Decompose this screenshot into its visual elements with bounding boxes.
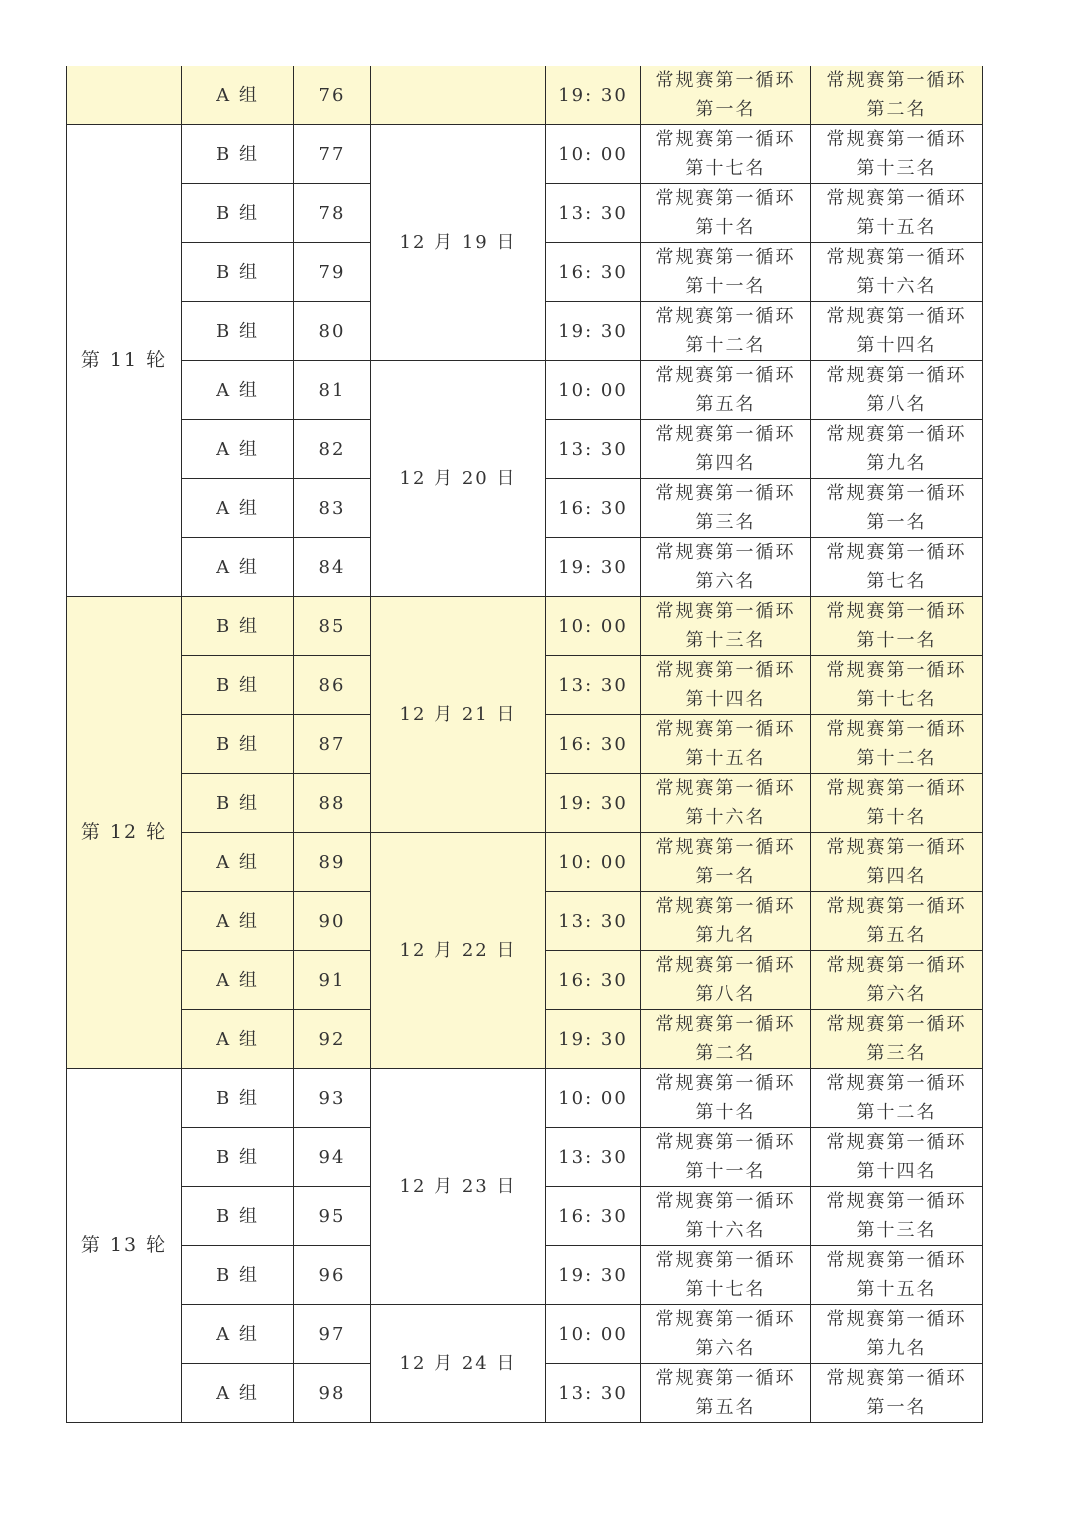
- home-team-cell: 常规赛第一循环 第十名: [641, 1069, 811, 1128]
- round-cell: 第 11 轮: [67, 125, 182, 597]
- date-cell: [371, 66, 546, 125]
- away-team-cell: 常规赛第一循环 第十五名: [811, 184, 983, 243]
- match-number-cell: 92: [294, 1010, 371, 1069]
- group-cell: A 组: [182, 538, 294, 597]
- match-number-cell: 76: [294, 66, 371, 125]
- match-number-cell: 82: [294, 420, 371, 479]
- home-team-cell: 常规赛第一循环 第二名: [641, 1010, 811, 1069]
- home-team-cell: 常规赛第一循环 第十七名: [641, 1246, 811, 1305]
- match-number-cell: 77: [294, 125, 371, 184]
- time-cell: 16: 30: [546, 715, 641, 774]
- date-cell: 12 月 22 日: [371, 833, 546, 1069]
- home-team-cell: 常规赛第一循环 第十三名: [641, 597, 811, 656]
- time-cell: 16: 30: [546, 243, 641, 302]
- away-team-cell: 常规赛第一循环 第十七名: [811, 656, 983, 715]
- away-team-cell: 常规赛第一循环 第一名: [811, 1364, 983, 1423]
- away-team-cell: 常规赛第一循环 第五名: [811, 892, 983, 951]
- time-cell: 10: 00: [546, 1069, 641, 1128]
- group-cell: B 组: [182, 656, 294, 715]
- group-cell: A 组: [182, 833, 294, 892]
- time-cell: 10: 00: [546, 361, 641, 420]
- away-team-cell: 常规赛第一循环 第一名: [811, 479, 983, 538]
- home-team-cell: 常规赛第一循环 第五名: [641, 1364, 811, 1423]
- away-team-cell: 常规赛第一循环 第十三名: [811, 1187, 983, 1246]
- schedule-table: [66, 66, 983, 1423]
- table-row: [67, 125, 983, 184]
- match-number-cell: 86: [294, 656, 371, 715]
- group-cell: A 组: [182, 892, 294, 951]
- table-row: [67, 1305, 983, 1364]
- table-row: [67, 66, 983, 125]
- match-number-cell: 79: [294, 243, 371, 302]
- time-cell: 19: 30: [546, 302, 641, 361]
- away-team-cell: 常规赛第一循环 第十二名: [811, 715, 983, 774]
- away-team-cell: 常规赛第一循环 第十一名: [811, 597, 983, 656]
- time-cell: 10: 00: [546, 597, 641, 656]
- match-number-cell: 98: [294, 1364, 371, 1423]
- match-number-cell: 94: [294, 1128, 371, 1187]
- round-cell: [67, 66, 182, 125]
- time-cell: 19: 30: [546, 774, 641, 833]
- group-cell: B 组: [182, 1128, 294, 1187]
- match-number-cell: 96: [294, 1246, 371, 1305]
- group-cell: A 组: [182, 66, 294, 125]
- home-team-cell: 常规赛第一循环 第一名: [641, 833, 811, 892]
- match-number-cell: 95: [294, 1187, 371, 1246]
- match-number-cell: 83: [294, 479, 371, 538]
- table-row: [67, 1069, 983, 1128]
- date-cell: 12 月 20 日: [371, 361, 546, 597]
- match-number-cell: 91: [294, 951, 371, 1010]
- group-cell: B 组: [182, 715, 294, 774]
- time-cell: 19: 30: [546, 1246, 641, 1305]
- time-cell: 19: 30: [546, 1010, 641, 1069]
- table-row: [67, 361, 983, 420]
- group-cell: B 组: [182, 125, 294, 184]
- time-cell: 16: 30: [546, 479, 641, 538]
- group-cell: B 组: [182, 1069, 294, 1128]
- away-team-cell: 常规赛第一循环 第三名: [811, 1010, 983, 1069]
- time-cell: 10: 00: [546, 833, 641, 892]
- away-team-cell: 常规赛第一循环 第十四名: [811, 302, 983, 361]
- match-number-cell: 84: [294, 538, 371, 597]
- away-team-cell: 常规赛第一循环 第十五名: [811, 1246, 983, 1305]
- time-cell: 13: 30: [546, 420, 641, 479]
- home-team-cell: 常规赛第一循环 第十一名: [641, 243, 811, 302]
- group-cell: A 组: [182, 1010, 294, 1069]
- time-cell: 13: 30: [546, 892, 641, 951]
- match-number-cell: 78: [294, 184, 371, 243]
- home-team-cell: 常规赛第一循环 第十二名: [641, 302, 811, 361]
- away-team-cell: 常规赛第一循环 第九名: [811, 1305, 983, 1364]
- home-team-cell: 常规赛第一循环 第六名: [641, 1305, 811, 1364]
- time-cell: 16: 30: [546, 951, 641, 1010]
- home-team-cell: 常规赛第一循环 第十一名: [641, 1128, 811, 1187]
- table-row: [67, 833, 983, 892]
- round-cell: 第 12 轮: [67, 597, 182, 1069]
- home-team-cell: 常规赛第一循环 第五名: [641, 361, 811, 420]
- group-cell: A 组: [182, 361, 294, 420]
- away-team-cell: 常规赛第一循环 第六名: [811, 951, 983, 1010]
- match-number-cell: 90: [294, 892, 371, 951]
- time-cell: 10: 00: [546, 125, 641, 184]
- date-cell: 12 月 23 日: [371, 1069, 546, 1305]
- group-cell: A 组: [182, 479, 294, 538]
- home-team-cell: 常规赛第一循环 第六名: [641, 538, 811, 597]
- home-team-cell: 常规赛第一循环 第十七名: [641, 125, 811, 184]
- date-cell: 12 月 24 日: [371, 1305, 546, 1423]
- home-team-cell: 常规赛第一循环 第四名: [641, 420, 811, 479]
- home-team-cell: 常规赛第一循环 第三名: [641, 479, 811, 538]
- date-cell: 12 月 21 日: [371, 597, 546, 833]
- group-cell: B 组: [182, 184, 294, 243]
- match-number-cell: 85: [294, 597, 371, 656]
- group-cell: A 组: [182, 1364, 294, 1423]
- home-team-cell: 常规赛第一循环 第十六名: [641, 774, 811, 833]
- away-team-cell: 常规赛第一循环 第九名: [811, 420, 983, 479]
- home-team-cell: 常规赛第一循环 第十六名: [641, 1187, 811, 1246]
- away-team-cell: 常规赛第一循环 第八名: [811, 361, 983, 420]
- home-team-cell: 常规赛第一循环 第八名: [641, 951, 811, 1010]
- table-row: [67, 597, 983, 656]
- group-cell: B 组: [182, 302, 294, 361]
- away-team-cell: 常规赛第一循环 第十六名: [811, 243, 983, 302]
- match-number-cell: 88: [294, 774, 371, 833]
- match-number-cell: 81: [294, 361, 371, 420]
- group-cell: B 组: [182, 597, 294, 656]
- home-team-cell: 常规赛第一循环 第一名: [641, 66, 811, 125]
- time-cell: 16: 30: [546, 1187, 641, 1246]
- home-team-cell: 常规赛第一循环 第十五名: [641, 715, 811, 774]
- match-number-cell: 93: [294, 1069, 371, 1128]
- group-cell: B 组: [182, 774, 294, 833]
- away-team-cell: 常规赛第一循环 第十四名: [811, 1128, 983, 1187]
- group-cell: A 组: [182, 951, 294, 1010]
- time-cell: 19: 30: [546, 538, 641, 597]
- away-team-cell: 常规赛第一循环 第十二名: [811, 1069, 983, 1128]
- home-team-cell: 常规赛第一循环 第十四名: [641, 656, 811, 715]
- away-team-cell: 常规赛第一循环 第二名: [811, 66, 983, 125]
- time-cell: 13: 30: [546, 1128, 641, 1187]
- away-team-cell: 常规赛第一循环 第七名: [811, 538, 983, 597]
- date-cell: 12 月 19 日: [371, 125, 546, 361]
- time-cell: 19: 30: [546, 66, 641, 125]
- round-cell: 第 13 轮: [67, 1069, 182, 1423]
- group-cell: B 组: [182, 1246, 294, 1305]
- time-cell: 10: 00: [546, 1305, 641, 1364]
- away-team-cell: 常规赛第一循环 第四名: [811, 833, 983, 892]
- away-team-cell: 常规赛第一循环 第十三名: [811, 125, 983, 184]
- match-number-cell: 87: [294, 715, 371, 774]
- match-number-cell: 89: [294, 833, 371, 892]
- away-team-cell: 常规赛第一循环 第十名: [811, 774, 983, 833]
- time-cell: 13: 30: [546, 656, 641, 715]
- group-cell: A 组: [182, 420, 294, 479]
- home-team-cell: 常规赛第一循环 第十名: [641, 184, 811, 243]
- group-cell: B 组: [182, 1187, 294, 1246]
- time-cell: 13: 30: [546, 1364, 641, 1423]
- match-number-cell: 80: [294, 302, 371, 361]
- home-team-cell: 常规赛第一循环 第九名: [641, 892, 811, 951]
- group-cell: A 组: [182, 1305, 294, 1364]
- group-cell: B 组: [182, 243, 294, 302]
- time-cell: 13: 30: [546, 184, 641, 243]
- match-number-cell: 97: [294, 1305, 371, 1364]
